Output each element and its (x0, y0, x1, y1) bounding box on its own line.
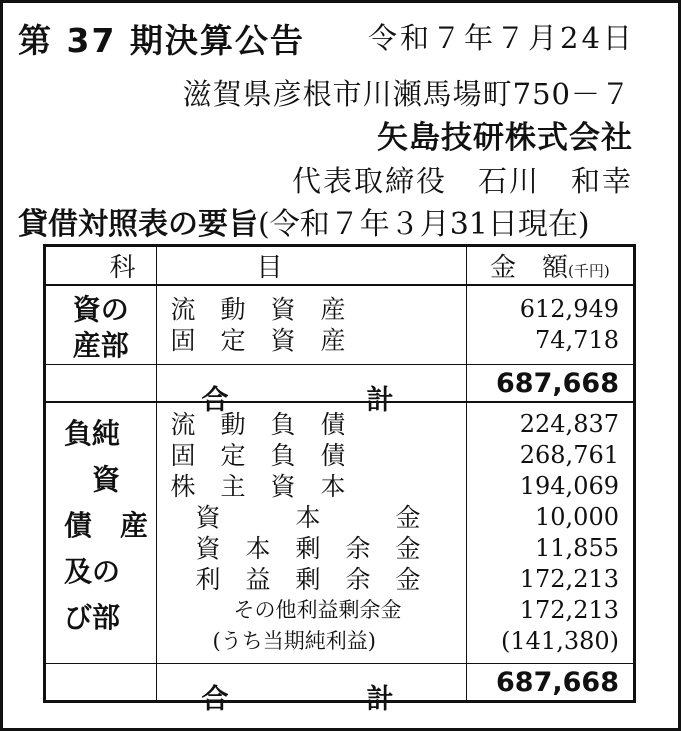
liabilities-items (156, 402, 466, 664)
table-row-label: 資 本 剰 余 金 (170, 534, 421, 563)
table-row-amount: 74,718 (535, 326, 619, 354)
liabilities-section-label (45, 402, 157, 664)
statement-date: (令和７年３月31日現在) (258, 207, 590, 242)
assets-items (156, 285, 466, 365)
table-row-label: 資 本 金 (170, 503, 421, 532)
liabilities-amounts (466, 402, 634, 664)
header-amount-cell (466, 246, 634, 286)
assets-total-row (45, 365, 635, 403)
liabilities-label: 負純 資 債 産 及の び部 (64, 417, 149, 634)
notice-title: 第 37 期決算公告 (18, 21, 305, 60)
total-label-b: 計 (366, 683, 394, 715)
table-row-label: その他利益剰余金 (170, 598, 402, 622)
table-row-label: 株 主 資 本 (170, 472, 346, 501)
assets-amounts (466, 285, 634, 365)
statement-heading (18, 207, 590, 242)
liabilities-rows (45, 402, 635, 664)
table-row-label: (うち当期純利益) (170, 629, 376, 653)
header-category: 科 (45, 246, 157, 286)
assets-rows (45, 285, 635, 365)
table-row-amount: 172,213 (519, 596, 619, 624)
representative: 代表取締役 石川 和幸 (291, 164, 633, 198)
assets-label-line1: 資の (72, 293, 129, 326)
table-row-amount: 172,213 (519, 565, 619, 593)
table-row-amount: 10,000 (535, 503, 619, 531)
header-item: 目 (156, 246, 466, 286)
header-amount: 金 額 (489, 253, 568, 283)
table-row-label: 固 定 負 債 (170, 441, 346, 470)
balance-sheet-table (43, 244, 636, 715)
assets-total-amount: 687,668 (466, 365, 634, 403)
assets-label-line2: 産部 (72, 329, 129, 362)
liabilities-total-label (156, 664, 466, 715)
notice-date: 令和７年７月24日 (368, 21, 635, 55)
header-unit: (千円) (567, 262, 610, 280)
assets-section-label (45, 285, 157, 365)
table-row-label: 利 益 剰 余 金 (170, 565, 421, 594)
company-address: 滋賀県彦根市川瀬馬場町750－７ (182, 77, 631, 111)
table-row-label: 流 動 負 債 (170, 410, 346, 439)
assets-total-label (156, 365, 466, 416)
table-row-amount: 612,949 (519, 295, 619, 323)
liabilities-total-amount: 687,668 (466, 664, 634, 702)
table-row-label: 流 動 資 産 (170, 295, 346, 324)
table-row-amount: (141,380) (501, 627, 619, 655)
total-label-b: 計 (366, 384, 394, 416)
table-row-amount: 11,855 (535, 534, 619, 562)
table-row-amount: 268,761 (519, 441, 619, 469)
table-header-row (45, 246, 635, 286)
total-label-a: 合 (201, 683, 229, 715)
company-name: 矢島技研株式会社 (377, 120, 633, 156)
statement-title: 貸借対照表の要旨 (18, 207, 258, 242)
table-row-label: 固 定 資 産 (170, 326, 346, 355)
table-row-amount: 194,069 (519, 472, 619, 500)
total-label-a: 合 (201, 384, 229, 416)
table-row-amount: 224,837 (519, 410, 619, 438)
liabilities-total-row (45, 664, 635, 702)
